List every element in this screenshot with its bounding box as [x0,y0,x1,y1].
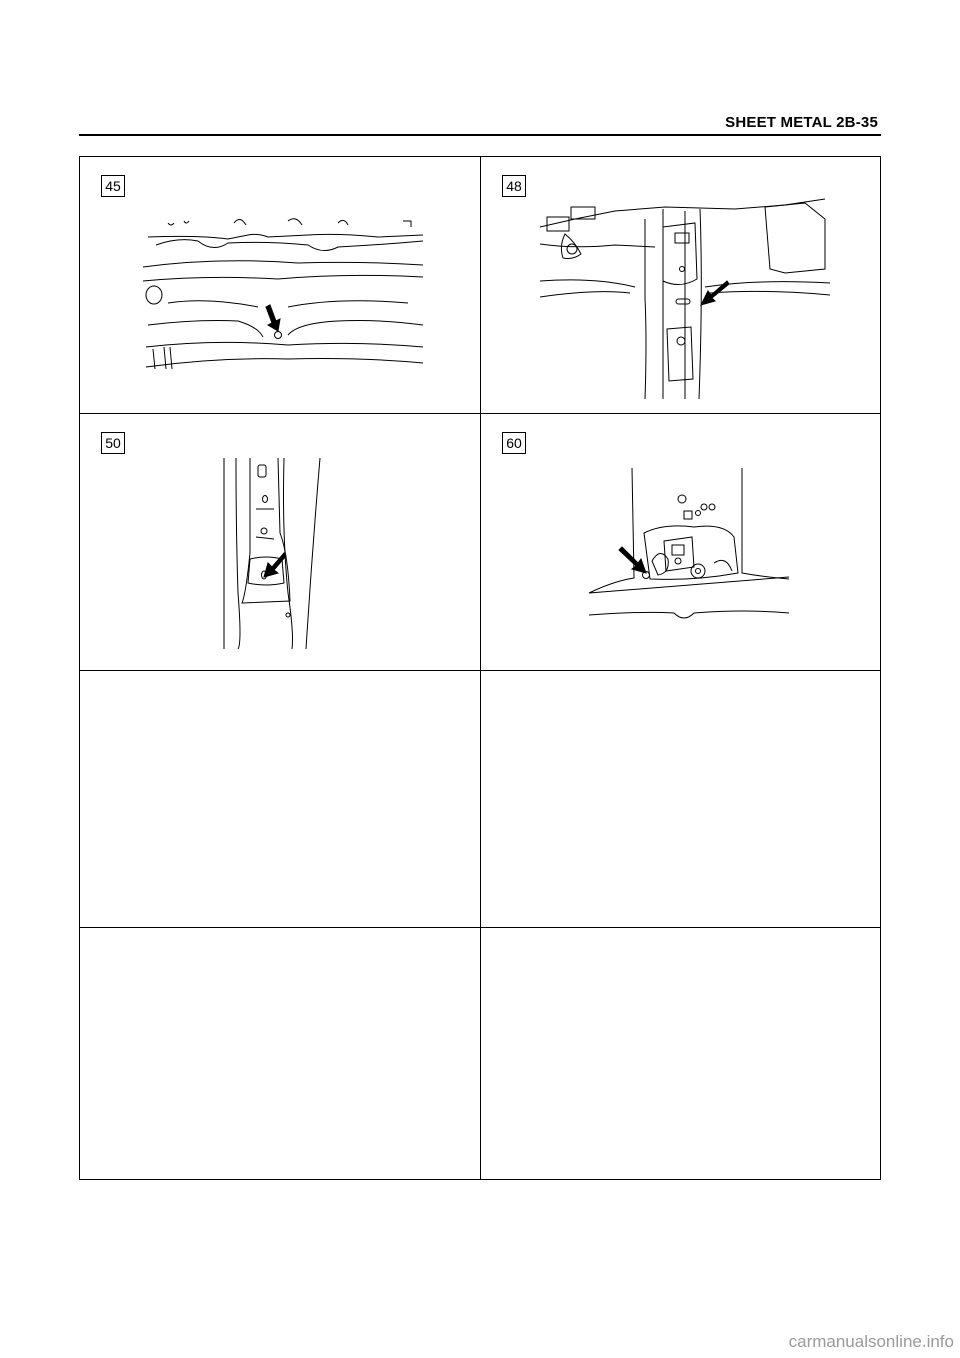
empty-cell-r3-right [481,671,881,927]
pillar-hole-arrow-icon [210,453,340,653]
watermark-text: carmanualsonline.info [788,1332,954,1351]
underbody-floor-hole-arrow-icon [138,207,428,377]
empty-cell-r4-right [481,928,881,1180]
empty-cell-r4-left [80,928,480,1180]
step-label-48: 48 [502,175,526,197]
empty-cell-r3-left [80,671,480,927]
floor-bracket-hole-arrow-icon [584,463,794,643]
header-rule [79,134,881,136]
page-title: SHEET METAL 2B-35 [725,114,878,131]
step-label-50: 50 [101,432,125,454]
step-label-45: 45 [101,175,125,197]
floor-crossmember-slot-arrow-icon [535,189,835,399]
step-label-60: 60 [502,432,526,454]
illustration-grid [79,156,881,1180]
